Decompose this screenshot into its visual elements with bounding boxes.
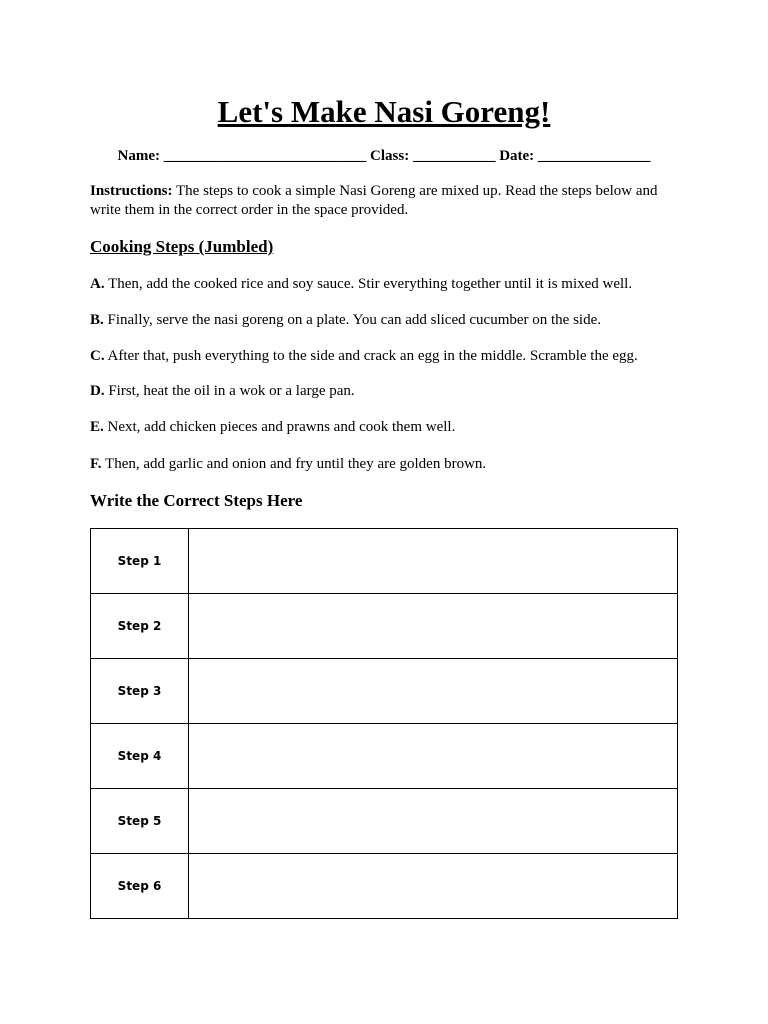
step-letter: E. xyxy=(90,419,104,435)
step-text: Finally, serve the nasi goreng on a plate. You can add sliced cucumber on the side. xyxy=(107,312,601,328)
step-letter: D. xyxy=(90,383,105,399)
table-row xyxy=(91,724,678,789)
name-class-date-fields: Name: ___________________________ Class: ___________ Date: _______________ xyxy=(117,148,651,164)
step-item-f xyxy=(90,455,690,473)
answer-cell[interactable] xyxy=(189,854,678,919)
table-row xyxy=(91,529,678,594)
table-row xyxy=(91,789,678,854)
table-row xyxy=(91,594,678,659)
answer-cell[interactable] xyxy=(189,789,678,854)
step-text: Next, add chicken pieces and prawns and cook them well. xyxy=(107,419,456,435)
step-label: Step 6 xyxy=(91,854,189,919)
step-letter: A. xyxy=(90,276,105,292)
step-label: Step 5 xyxy=(91,789,189,854)
step-label: Step 2 xyxy=(91,594,189,659)
answer-cell[interactable] xyxy=(189,529,678,594)
step-text: After that, push everything to the side and crack an egg in the middle. Scramble the egg. xyxy=(107,348,638,364)
page-title: Let's Make Nasi Goreng! xyxy=(217,94,551,129)
instructions-text: The steps to cook a simple Nasi Goreng are mixed up. Read the steps below and write them in the correct order in the space provided. xyxy=(90,183,658,218)
step-item-a xyxy=(90,275,690,293)
table-row xyxy=(91,659,678,724)
step-item-b xyxy=(90,311,690,329)
step-letter: C. xyxy=(90,348,105,364)
answer-section-heading: Write the Correct Steps Here xyxy=(90,491,303,510)
step-item-e xyxy=(90,418,690,436)
table-row xyxy=(91,854,678,919)
step-letter: B. xyxy=(90,312,104,328)
step-label: Step 3 xyxy=(91,659,189,724)
step-text: Then, add garlic and onion and fry until they are golden brown. xyxy=(105,456,487,472)
step-label: Step 4 xyxy=(91,724,189,789)
step-text: First, heat the oil in a wok or a large pan. xyxy=(108,383,355,399)
instructions-paragraph xyxy=(90,182,680,220)
answer-table xyxy=(90,528,678,919)
step-label: Step 1 xyxy=(91,529,189,594)
jumbled-steps-heading: Cooking Steps (Jumbled) xyxy=(90,237,274,256)
step-text: Then, add the cooked rice and soy sauce. Stir everything together until it is mixed well. xyxy=(108,276,633,292)
instructions-label: Instructions: xyxy=(90,183,173,199)
step-item-d xyxy=(90,382,690,400)
answer-cell[interactable] xyxy=(189,659,678,724)
answer-cell[interactable] xyxy=(189,594,678,659)
step-letter: F. xyxy=(90,456,102,472)
step-item-c xyxy=(90,347,690,365)
answer-cell[interactable] xyxy=(189,724,678,789)
